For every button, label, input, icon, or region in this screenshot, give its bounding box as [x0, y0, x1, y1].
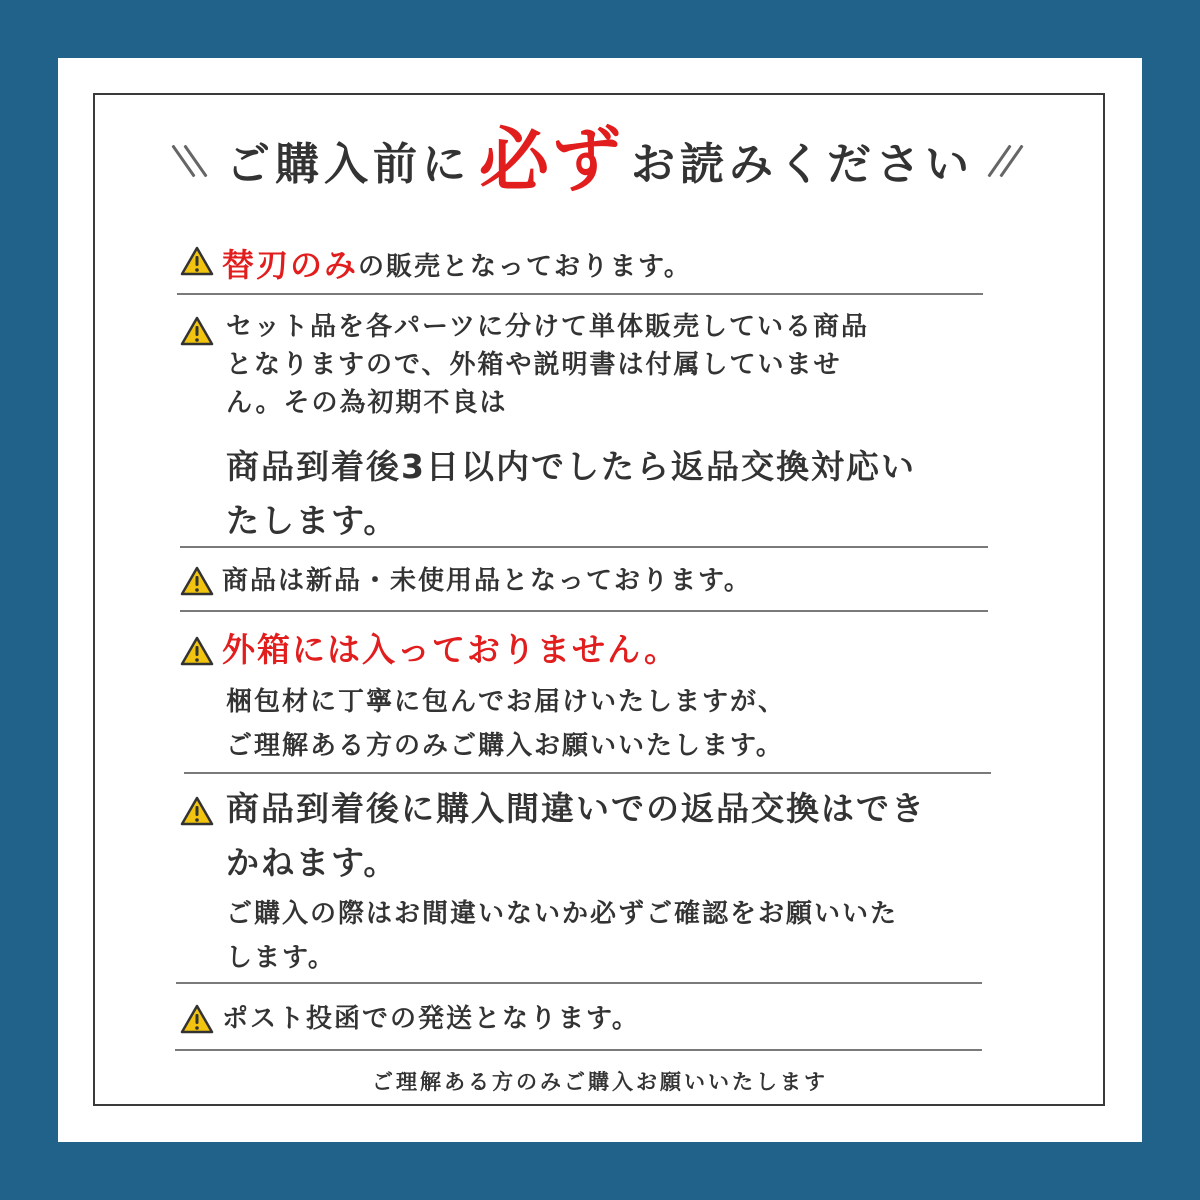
notice-item-3 — [180, 562, 752, 600]
decorative-slashes-right — [992, 138, 1024, 182]
warning-icon — [180, 796, 214, 826]
item-4-detail-line-2: ご理解ある方のみご購入お願いいたします。 — [226, 731, 784, 761]
notice-item-4 — [180, 628, 679, 672]
page-title — [226, 110, 974, 211]
item-2-line-2: となりますので、外箱や説明書は付属していませ — [226, 350, 842, 380]
footer-note: ご理解ある方のみご購入お願いいたします — [372, 1070, 828, 1094]
item-4-detail — [226, 680, 786, 768]
notice-item-5 — [180, 788, 222, 826]
item-2-line-1: セット品を各パーツに分けて単体販売している商品 — [226, 312, 869, 342]
item-2-body — [226, 308, 869, 422]
warning-icon — [180, 636, 214, 666]
divider — [180, 610, 988, 612]
warning-icon — [180, 1004, 214, 1034]
item-2-highlight-line-1: 商品到着後3日以内でしたら返品交換対応い — [226, 447, 916, 486]
divider — [184, 772, 991, 774]
item-1-text: の販売となっております。 — [358, 252, 692, 282]
title-before: ご購入前に — [226, 139, 471, 190]
item-5-detail — [226, 892, 898, 980]
item-5-highlight-line-1: 商品到着後に購入間違いでの返品交換はでき — [226, 789, 926, 828]
warning-icon — [180, 566, 214, 596]
notice-item-6 — [180, 1000, 640, 1038]
title-emphasis: 必ず — [479, 118, 623, 201]
item-1-highlight: 替刃のみ — [222, 246, 359, 284]
item-4-detail-line-1: 梱包材に丁寧に包んでお届けいたしますが、 — [226, 687, 787, 717]
item-3-text: 商品は新品・未使用品となっております。 — [222, 566, 752, 596]
item-4-highlight: 外箱には入っておりません。 — [222, 630, 679, 669]
item-5-highlight-line-2: かねます。 — [226, 843, 399, 882]
notice-item-1 — [180, 240, 692, 286]
divider — [180, 546, 988, 548]
divider — [175, 1049, 982, 1051]
title-row — [95, 110, 1105, 210]
item-5-detail-line-2: します。 — [226, 943, 336, 973]
item-2-line-3: ん。その為初期不良は — [226, 388, 508, 418]
divider — [177, 293, 983, 295]
warning-icon — [180, 246, 214, 276]
decorative-slashes-left — [176, 138, 208, 182]
item-2-highlight — [226, 440, 916, 548]
divider — [176, 982, 982, 984]
item-2-highlight-line-2: たします。 — [226, 501, 399, 540]
title-after: お読みください — [631, 139, 974, 190]
item-5-detail-line-1: ご購入の際はお間違いないか必ずご確認をお願いいた — [226, 899, 899, 929]
item-5-highlight — [226, 782, 926, 890]
warning-icon — [180, 316, 214, 346]
notice-item-2 — [180, 312, 222, 346]
item-6-text: ポスト投函での発送となります。 — [222, 1004, 640, 1034]
